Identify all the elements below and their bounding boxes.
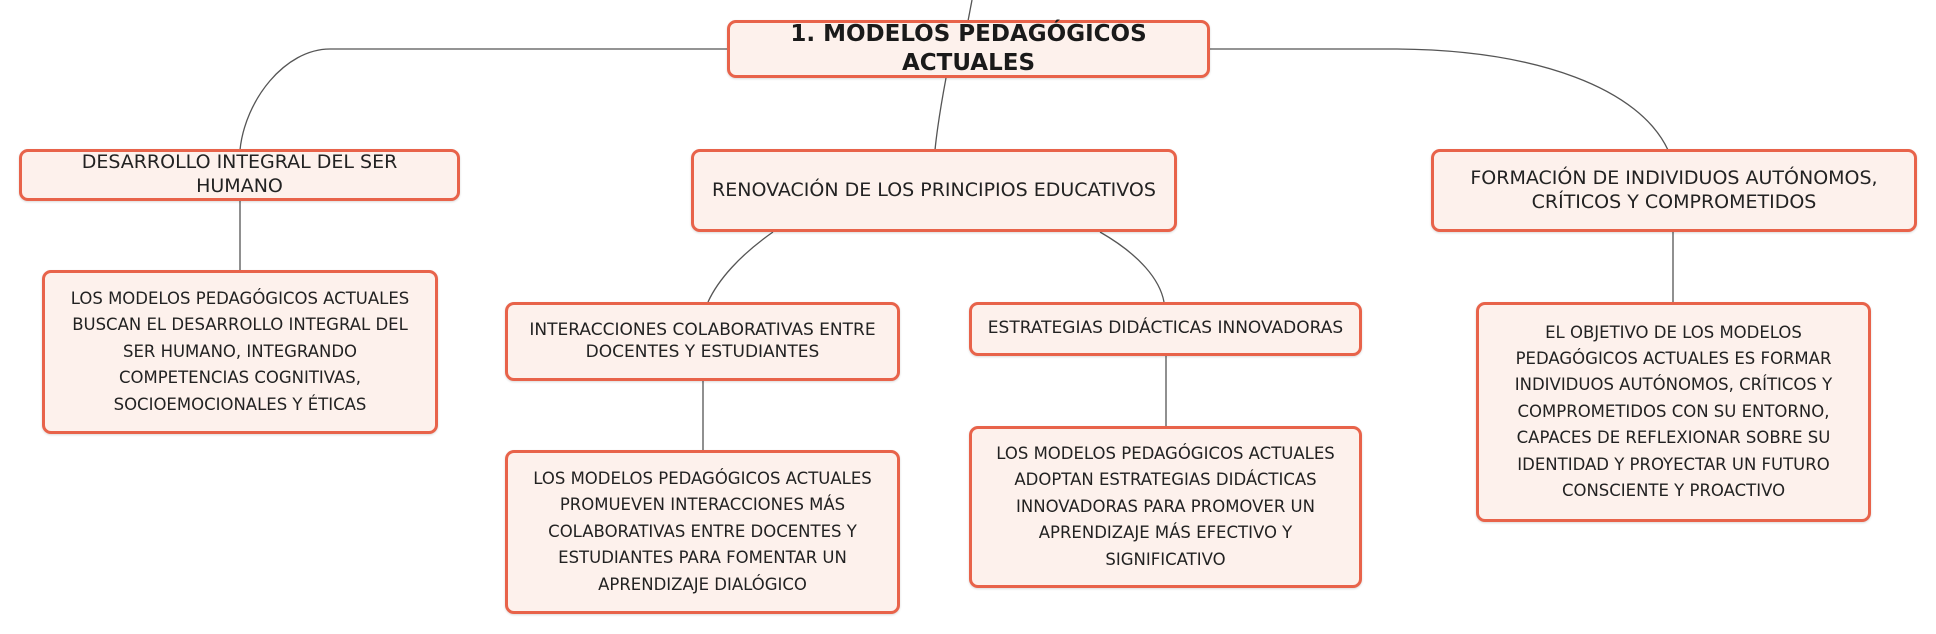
subtopic-interacciones-colaborativas[interactable]: [505, 302, 900, 381]
root-topic[interactable]: [727, 20, 1210, 78]
subtopic-interacciones-label: INTERACCIONES COLABORATIVAS ENTRE DOCENTES Y ESTUDIANTES: [529, 320, 876, 362]
connector-renovacion-interacciones: [708, 232, 773, 302]
subtopic-estrategias-didacticas[interactable]: [969, 302, 1362, 356]
branch-renovacion-principios[interactable]: [691, 149, 1177, 232]
connector-root-formacion: [1210, 49, 1668, 150]
detail-desarrollo-integral[interactable]: [42, 270, 438, 434]
branch-desarrollo-label: DESARROLLO INTEGRAL DEL SER HUMANO: [81, 151, 398, 197]
connector-parent-root: [968, 0, 972, 21]
connector-renovacion-estrategias: [1100, 232, 1164, 302]
branch-desarrollo-integral[interactable]: [19, 149, 460, 201]
detail-desarrollo-text: LOS MODELOS PEDAGÓGICOS ACTUALES BUSCAN EL DESARROLLO INTEGRAL DEL SER HUMANO, INTEGRANDO COMPETENCIAS COGNITIVAS, SOCIOEMOCIONALES Y ÉTICAS: [70, 289, 410, 414]
branch-formacion-individuos[interactable]: [1431, 149, 1917, 232]
connector-root-desarrollo: [240, 49, 728, 150]
detail-interacciones-colaborativas[interactable]: [505, 450, 900, 614]
detail-interacciones-text: LOS MODELOS PEDAGÓGICOS ACTUALES PROMUEVEN INTERACCIONES MÁS COLABORATIVAS ENTRE DOCENTES Y ESTUDIANTES PARA FOMENTAR UN APRENDIZAJE DIALÓGICO: [533, 469, 872, 594]
detail-formacion-individuos[interactable]: [1476, 302, 1871, 522]
connector-root-renovacion: [935, 78, 946, 150]
subtopic-estrategias-label: ESTRATEGIAS DIDÁCTICAS INNOVADORAS: [987, 318, 1344, 339]
detail-formacion-text: EL OBJETIVO DE LOS MODELOS PEDAGÓGICOS ACTUALES ES FORMAR INDIVIDUOS AUTÓNOMOS, CRÍTICOS Y COMPROMETIDOS CON SU ENTORNO, CAPACES DE REFLEXIONAR SOBRE SU IDENTIDAD Y PROYECTAR UN FUTURO CONSCIENTE Y PROACTIVO: [1514, 322, 1833, 500]
detail-estrategias-text: LOS MODELOS PEDAGÓGICOS ACTUALES ADOPTAN ESTRATEGIAS DIDÁCTICAS INNOVADORAS PARA PROMOVER UN APRENDIZAJE MÁS EFECTIVO Y SIGNIFICATIVO: [996, 444, 1335, 569]
detail-estrategias-didacticas[interactable]: [969, 426, 1362, 588]
branch-formacion-label: FORMACIÓN DE INDIVIDUOS AUTÓNOMOS, CRÍTICOS Y COMPROMETIDOS: [1470, 166, 1878, 213]
root-topic-label: 1. MODELOS PEDAGÓGICOS ACTUALES: [790, 21, 1147, 76]
branch-renovacion-label: RENOVACIÓN DE LOS PRINCIPIOS EDUCATIVOS: [712, 178, 1156, 201]
